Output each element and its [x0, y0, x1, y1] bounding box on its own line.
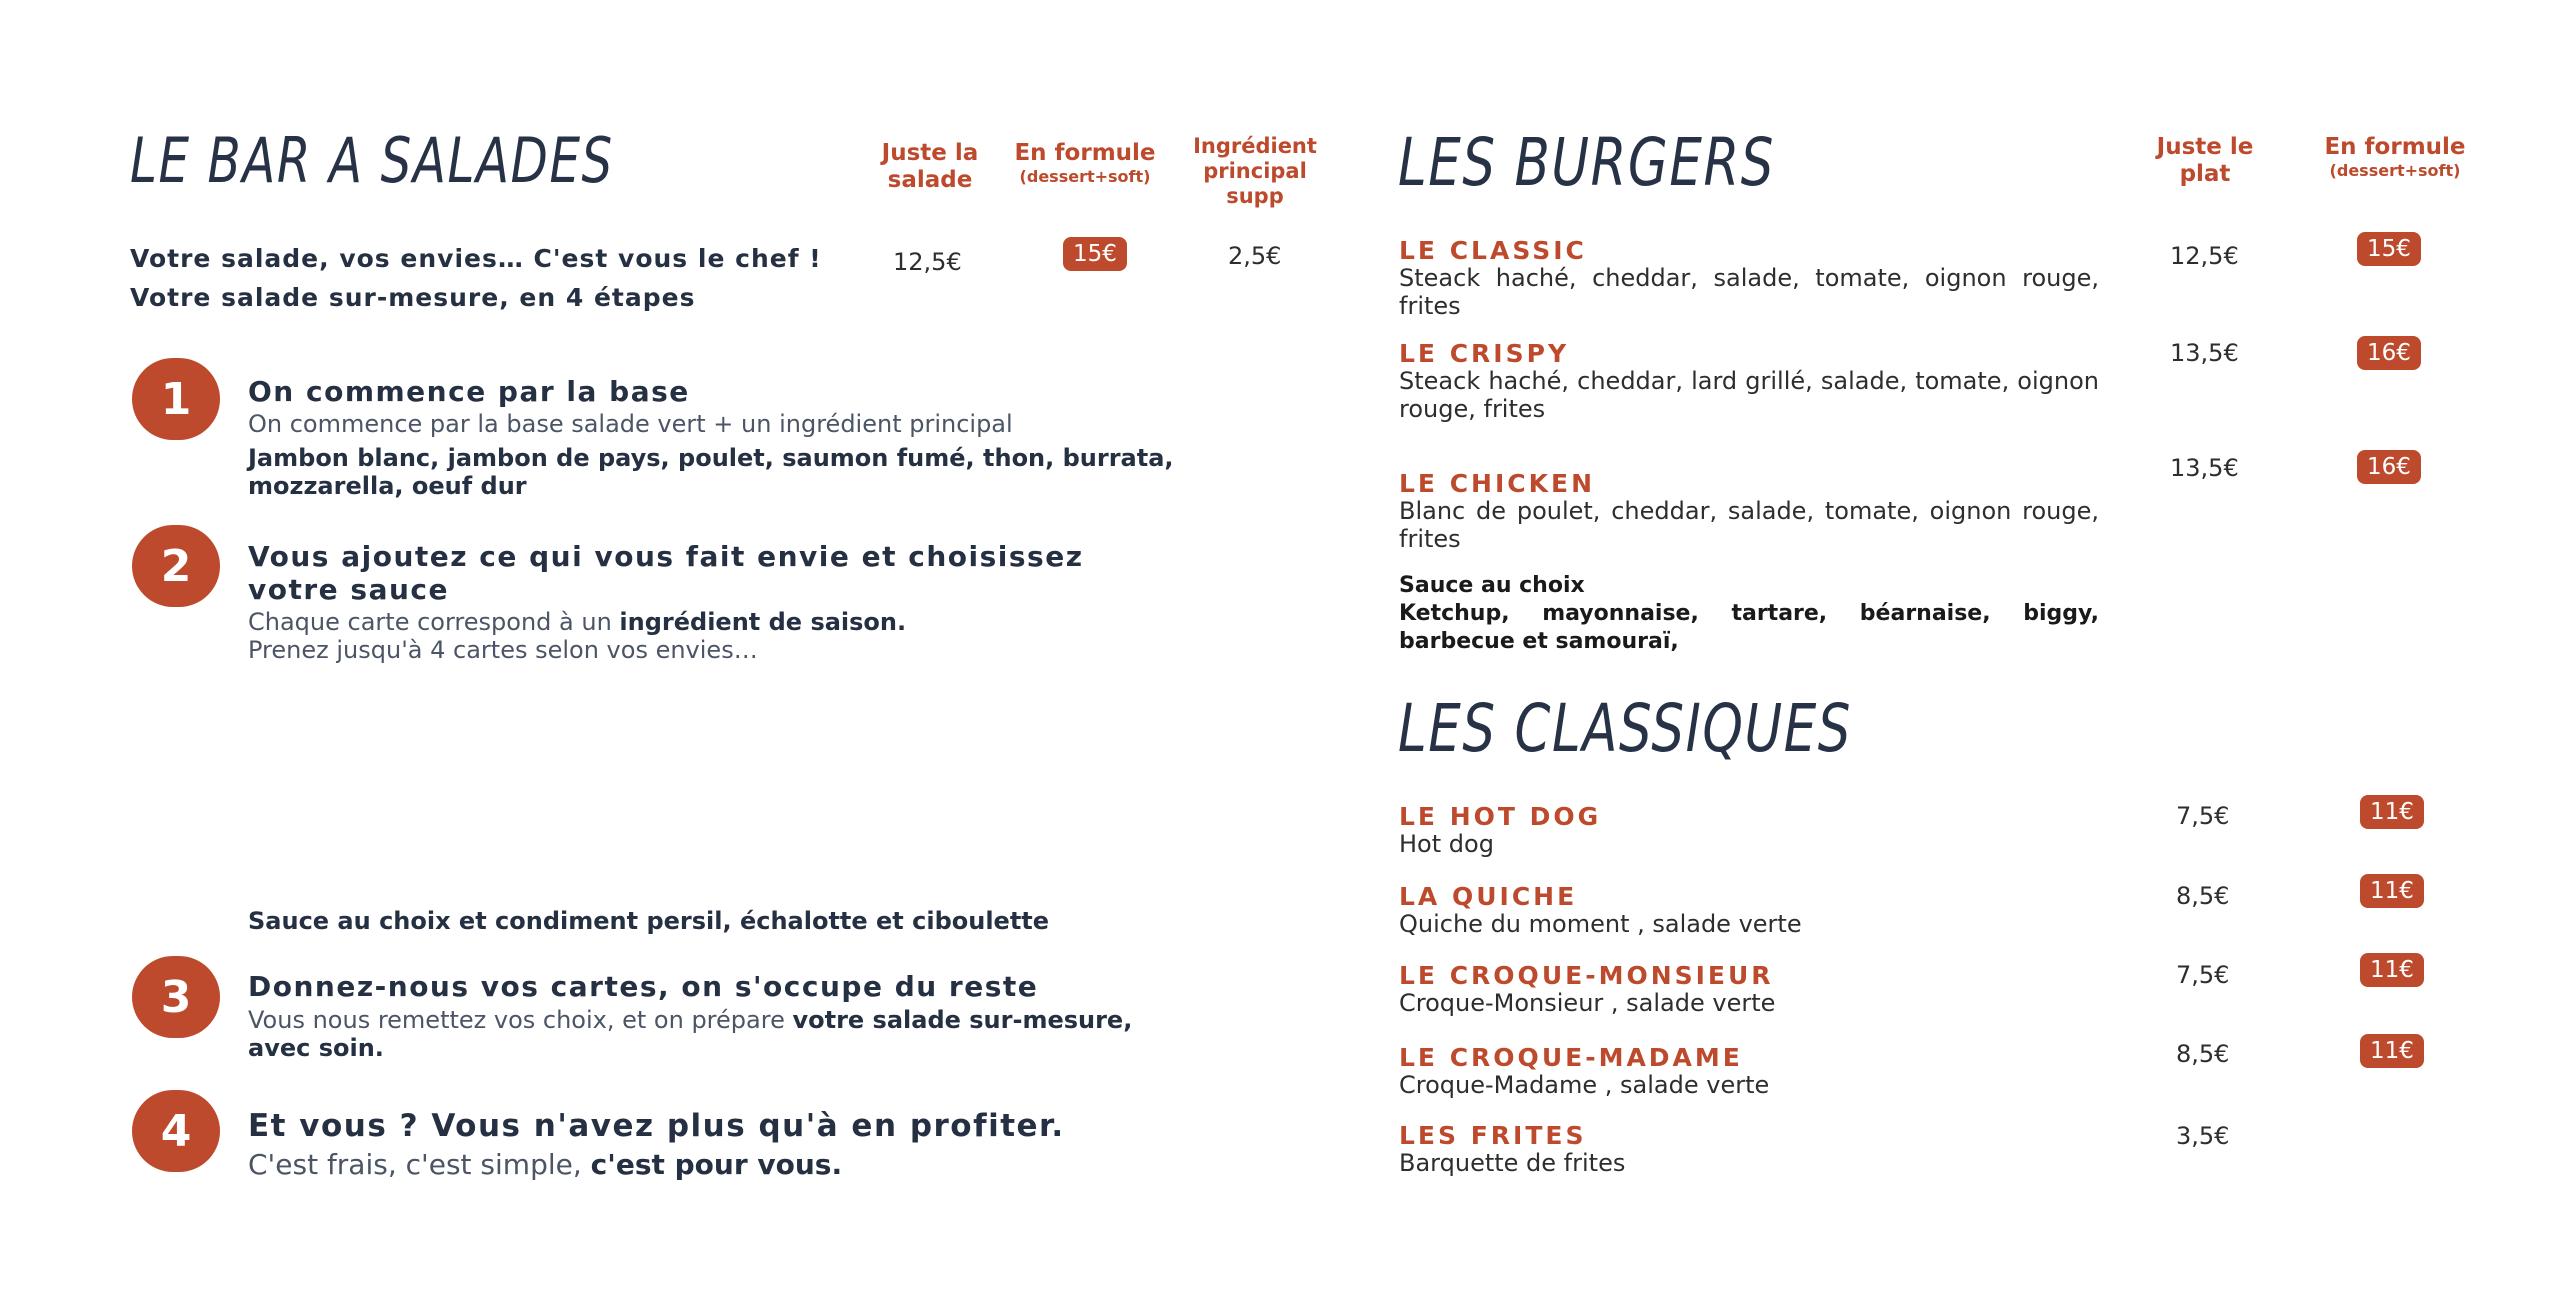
burgers-col-formula-note: (dessert+soft): [2329, 161, 2461, 180]
classic-price: 3,5€: [2176, 1122, 2230, 1150]
step-3-text-bold: votre salade sur-mesure, avec soin.: [248, 1006, 1133, 1062]
step-2-circle: 2: [132, 525, 220, 607]
classic-name: LE HOT DOG: [1399, 802, 1602, 831]
step-2-text: [248, 608, 906, 636]
classic-formula: 11€: [2360, 795, 2424, 829]
burgers-col-formula: [2315, 134, 2475, 180]
salads-sauce-note: Sauce au choix et condiment persil, échalotte et ciboulette: [248, 907, 1050, 935]
step-2-text-bold: ingrédient de saison.: [619, 608, 907, 636]
burger-name: LE CHICKEN: [1399, 469, 1596, 498]
step-4-text-bold: c'est pour vous.: [590, 1148, 843, 1181]
step-3-text-before: Vous nous remettez vos choix, et on prépare: [248, 1006, 785, 1034]
step-4-circle: 4: [132, 1090, 220, 1172]
classic-price: 8,5€: [2176, 1040, 2230, 1068]
burgers-sauce-title: Sauce au choix: [1399, 573, 1585, 598]
classic-name: LE CROQUE-MADAME: [1399, 1043, 1743, 1072]
classic-desc: Croque-Madame , salade verte: [1399, 1071, 1770, 1099]
classic-price: 8,5€: [2176, 882, 2230, 910]
salads-col-formula: [1010, 140, 1160, 186]
step-3-circle: 3: [132, 956, 220, 1038]
salads-price-extra: 2,5€: [1228, 242, 1282, 270]
step-4-text-before: C'est frais, c'est simple,: [248, 1148, 582, 1181]
step-1-ingredients: Jambon blanc, jambon de pays, poulet, saumon fumé, thon, burrata, mozzarella, oeuf dur: [248, 444, 1174, 500]
step-1-title: On commence par la base: [248, 375, 690, 408]
burger-price: 13,5€: [2170, 339, 2239, 367]
burgers-col-formula-label: En formule: [2324, 134, 2466, 160]
step-1-circle: 1: [132, 358, 220, 440]
salads-col-formula-label: En formule: [1014, 140, 1156, 166]
burger-formula: 16€: [2357, 336, 2421, 370]
salads-intro-2: Votre salade sur-mesure, en 4 étapes: [130, 283, 696, 312]
classic-price: 7,5€: [2176, 961, 2230, 989]
step-1-text: On commence par la base salade vert + un ingrédient principal: [248, 410, 1013, 438]
salads-price-formula: 15€: [1063, 237, 1127, 271]
classic-name: LE CROQUE-MONSIEUR: [1399, 961, 1774, 990]
burgers-sauce-list: Ketchup, mayonnaise, tartare, béarnaise, biggy, barbecue et samouraï,: [1399, 601, 2099, 654]
burger-name: LE CRISPY: [1399, 339, 1570, 368]
classic-name: LA QUICHE: [1399, 882, 1578, 911]
burger-price: 12,5€: [2170, 242, 2239, 270]
step-2-title: Vous ajoutez ce qui vous fait envie et choisissez votre sauce: [248, 540, 1084, 606]
salads-title: LE BAR A SALADES: [130, 124, 614, 197]
step-3-text: [248, 1006, 1188, 1062]
burgers-title: LES BURGERS: [1398, 124, 1776, 201]
burger-formula: 16€: [2357, 450, 2421, 484]
classic-price: 7,5€: [2176, 802, 2230, 830]
burger-name: LE CLASSIC: [1399, 236, 1587, 265]
burger-desc: Steack haché, cheddar, lard grillé, salade, tomate, oignon rouge, frites: [1399, 367, 2099, 423]
salads-price-just: 12,5€: [893, 248, 962, 276]
classic-formula: 11€: [2360, 874, 2424, 908]
burgers-col-just: Juste le plat: [2156, 134, 2254, 187]
step-4-title: Et vous ? Vous n'avez plus qu'à en profiter.: [248, 1108, 1065, 1144]
classic-desc: Croque-Monsieur , salade verte: [1399, 989, 1776, 1017]
salads-col-formula-note: (dessert+soft): [1019, 167, 1151, 186]
salads-col-just: Juste la salade: [881, 140, 979, 193]
classic-desc: Barquette de frites: [1399, 1149, 1626, 1177]
classic-desc: Hot dog: [1399, 830, 1494, 858]
classic-formula: 11€: [2360, 1034, 2424, 1068]
classic-formula: 11€: [2360, 953, 2424, 987]
step-3-title: Donnez-nous vos cartes, on s'occupe du reste: [248, 970, 1039, 1003]
step-2-text-before: Chaque carte correspond à un: [248, 608, 612, 636]
classic-name: LES FRITES: [1399, 1121, 1587, 1150]
salads-col-extra: Ingrédient principal supp: [1193, 134, 1317, 208]
burger-desc: Blanc de poulet, cheddar, salade, tomate, oignon rouge, frites: [1399, 497, 2099, 553]
salads-intro-1: Votre salade, vos envies… C'est vous le chef !: [130, 244, 822, 273]
step-4-text: [248, 1148, 842, 1181]
classics-title: LES CLASSIQUES: [1398, 690, 1853, 767]
burger-price: 13,5€: [2170, 454, 2239, 482]
burger-desc: Steack haché, cheddar, salade, tomate, oignon rouge, frites: [1399, 264, 2099, 320]
classic-desc: Quiche du moment , salade verte: [1399, 910, 1802, 938]
burger-formula: 15€: [2357, 232, 2421, 266]
step-2-text-after: Prenez jusqu'à 4 cartes selon vos envies…: [248, 636, 758, 664]
